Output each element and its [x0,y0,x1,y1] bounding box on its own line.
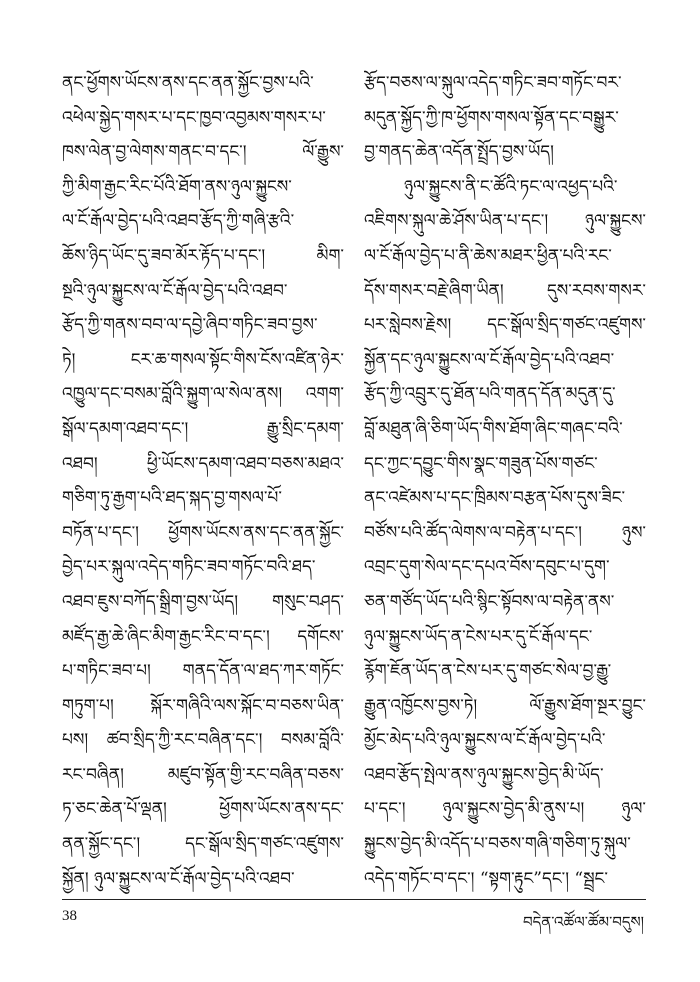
text-line: དང་ཀྱང་དབྱུང་གིས་སྣང་གཟུན་པོས་གཙང་ [364,453,598,474]
text-line: བློ་མཐུན་ཞི་ཅིག་ཡོད་གིས་ཐོག་ཞིང་གཞང་བའི་ [364,418,623,439]
text-line: འཕེལ་སྐྱེད་གསར་པ་དང་ཁྱབ་འབྱམས་གསར་པ་ [62,107,326,128]
text-line: ཉུལ་སྐྱུངས་ཡོད་ན་ངེས་པར་དུ་ངོ་རྒོལ་དང་ [364,626,593,647]
text-line: པར་སླེབས་རྗེས། དང་སྒོལ་སྲིད་གཙང་འཛུགས་ [364,315,646,336]
text-line: པས། ཚབ་སྲིད་ཀྱི་རང་བཞིན་དང་། བསམ་བློའི་ [62,730,344,751]
footer-rule [62,899,646,900]
text-line: པ་གཏིང་ཟབ་པ། གནད་དོན་ལ་ཐད་ཀར་གཏོང་ [62,661,344,682]
text-line: ཉུལ་སྐྱུངས་ནི་ང་ཚོའི་ཏང་ལ་འཕྱད་པའི་ [404,176,618,197]
text-line: ནན་སྐྱོང་དང་། དང་སྒོལ་སྲིད་གཙང་འཛུགས་ [62,834,344,855]
text-line: ཀྱི་མིག་རྒྱང་རིང་པོའི་ཐོག་ནས་ཉུལ་སྐྱུངས་ [62,176,292,197]
text-line: ཅན་གཙོད་ཡོད་པའི་སྙིང་སྟོབས་ལ་བརྟེན་ནས་ [364,591,615,612]
text-line: མྱོང་མེད་པའི་ཉུལ་སྐྱུངས་ལ་ངོ་རྒོལ་བྱེད་པའི་ [364,730,606,751]
text-line: བཏོན་པ་དང་། ཕྱོགས་ཡོངས་ནས་དང་ནན་སྐྱོང་ [62,522,344,543]
left-text-column [62,66,344,896]
text-line: འཐབ་རྩོད་སྤེལ་ནས་ཉུལ་སྐྱུངས་བྱེད་མི་ཡོད་ [364,764,604,785]
text-line: སྐྱུངས་བྱེད་མི་འདོད་པ་བཅས་གཞི་གཅིག་ཏུ་སྐུལ་ [364,834,631,855]
text-line: ཏེ། ངར་ཆ་གསལ་སྟོང་གིས་ངོས་འཛིན་ཉེར་ [62,349,344,370]
text-line: སྔའི་ཉུལ་སྐྱུངས་ལ་ངོ་རྒོལ་བྱེད་པའི་འཐབ་ [62,280,288,301]
text-line: རྩོད་ཀྱི་གནས་བབ་ལ་དབྱེ་ཞིབ་གཏིང་ཟབ་བྱས་ [62,315,318,336]
text-line: གཅིག་ཏུ་རྒྱག་པའི་ཐད་སྐད་བྱ་གསལ་པོ་ [62,488,282,509]
journal-title: བདེན་འཚོལ་ཚོམ་བདུས། [523,913,644,931]
text-line: བྱེད་པར་སྐུལ་འདེད་གཏིང་ཟབ་གཏོང་བའི་ཐད་ [62,557,316,578]
text-line: མཛོད་རྒྱ་ཆེ་ཞིང་མིག་རྒྱང་རིང་བ་དང་། དགོངས་ [62,626,344,647]
text-line: ནང་ཕྱོགས་ཡོངས་ནས་དང་ནན་སྐྱོང་བྱས་པའི་ [62,73,314,93]
text-line: རང་བཞིན། མཛུབ་སྟོན་གྱི་རང་བཞིན་བཅས་ [62,764,344,785]
text-line: འཇིགས་སྐུལ་ཆེ་ཤོས་ཡིན་པ་དང་། ཉུལ་སྐྱུངས་ [364,211,646,232]
text-line: པ་དང་། ཉུལ་སྐྱུངས་བྱེད་མི་ནུས་པ། ཉུལ་ [364,799,646,820]
text-line: ནང་འཛེམས་པ་དང་ཁྲིམས་བརྩན་པོས་དུས་ཟིང་ [364,488,626,509]
text-line: སྐྱོན་དང་ཉུལ་སྐྱུངས་ལ་ངོ་རྒོལ་བྱེད་པའི་འཐབ་ [364,349,615,370]
text-line: འབྲང་དུག་སེལ་དང་དཔའ་བོས་དབུང་པ་དུག་ [364,557,610,578]
text-line: རྩོད་བཅས་ལ་སྐུལ་འདེད་གཏིང་ཟབ་གཏོང་བར་ [364,73,622,93]
text-line: འདེད་གཏོང་བ་དང་། “སྟག་རྟུང”དང་། “སྦྲང་ [364,868,608,889]
right-text-column [364,66,646,896]
text-line: འཁྱུལ་དང་བསམ་བློའི་སྐྱུག་ལ་སེལ་ནས། འགག་ [62,384,344,405]
text-line: སྒོལ་དམག་འཐབ་དང་། རྒྱུ་སྲིང་དམག་ [62,418,344,439]
text-line: ལ་ངོ་རྒོལ་བྱེད་པ་ནི་ཆེས་མཐར་ཕྱིན་པའི་རང་ [364,245,612,266]
text-line: འཐབ། ཕྱི་ཡོངས་དམག་འཐབ་བཅས་མཐའ་ [62,453,344,474]
page-number: 38 [62,908,77,924]
text-line: ཏ་ཅང་ཆེན་པོ་ལྡན། ཕྱོགས་ཡོངས་ནས་དང་ [62,799,344,820]
text-line: དོས་གསར་བརྗེ་ཞིག་ཡིན། དུས་རབས་གསར་ [364,280,646,301]
text-line: རྩོད་ཀྱི་འབྲུར་དུ་ཐོན་པའི་གནད་དོན་མདུན་དུ་ [364,384,616,405]
text-line: རྙོག་ཇོན་ཡོད་ན་ངེས་པར་དུ་གཙང་སེལ་བྱ་རྒྱུ་ [364,661,612,682]
text-line: བྱ་གནད་ཆེན་འདོན་སྤྲོད་བྱས་ཡོད། [364,142,554,163]
text-line: རྒྱུན་འཁྱོངས་བྱས་ཏེ། ལོ་རྒྱུས་ཐོག་སྔར་བྱུང་ [364,695,646,716]
text-line: བཙོས་པའི་ཚོད་ལེགས་ལ་བརྟེན་པ་དང་། ཉུས་ [364,522,646,543]
text-line: ཁས་ལེན་བྱ་ལེགས་གནང་བ་དང་། ལོ་རྒྱུས་ [62,142,344,163]
text-line: གཏུག་པ། སྐོར་གཞིའི་ལས་སྐོང་བ་བཅས་ཡིན་ [62,695,344,716]
text-line: ཆོས་ཉིད་ཡོང་དུ་ཟབ་མོར་རྟོད་པ་དང་། མིག་ [62,245,344,266]
text-line: ལ་ངོ་རྒོལ་བྱེད་པའི་འཐབ་རྩོད་ཀྱི་གཞི་རྩའི་ [62,211,295,232]
text-line: མདུན་སྐྱོད་ཀྱི་ཁ་ཕྱོགས་གསལ་སྟོན་དང་བསྒྱུར་ [364,107,619,128]
text-line: སྐྱོན། ཉུལ་སྐྱུངས་ལ་ངོ་རྒོལ་བྱེད་པའི་འཐབ་ [62,868,295,889]
text-line: འཐབ་ཇུས་བཀོད་སྒྲིག་བྱས་ཡོད། གསུང་བཤད་ [62,591,344,612]
